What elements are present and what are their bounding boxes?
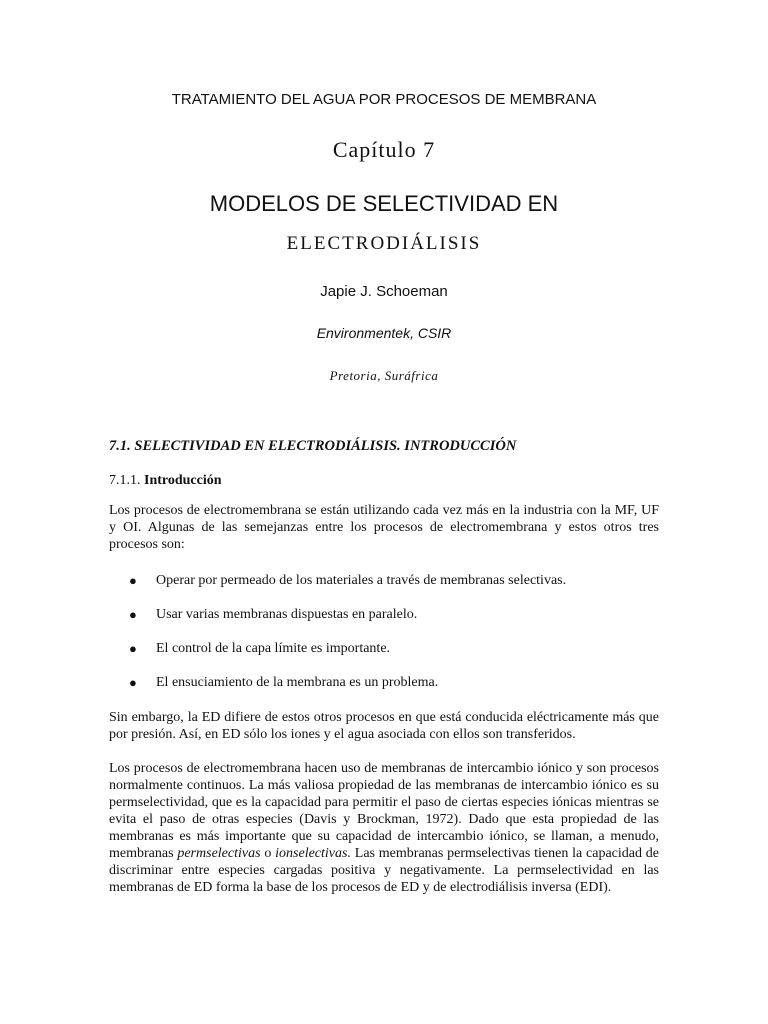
list-item-text: El control de la capa límite es importante.: [156, 641, 391, 656]
subsection-title: Introducción: [144, 473, 222, 488]
list-item-text: Usar varias membranas dispuestas en paralelo.: [156, 607, 418, 622]
list-item-text: Operar por permeado de los materiales a través de membranas selectivas.: [156, 573, 567, 588]
section-heading: 7.1. SELECTIVIDAD EN ELECTRODIÁLISIS. INTRODUCCIÓN: [109, 438, 517, 454]
emphasis-term: permselectivas: [177, 846, 261, 861]
paragraph-text: Los procesos de electromembrana hacen uso de membranas de intercambio iónico y son procesos normalmente continuos. La más valiosa propiedad de las membranas de intercambio iónico es su permselectividad, que es la capacidad para permitir el paso de ciertas especies iónicas mientras se evita el paso de otras especies (Davis y Brockman, 1972). Dado que esta propiedad de las membranas es más importante que su capacidad de intercambio iónico, se llaman, a menudo, membranas: [109, 761, 659, 861]
chapter-title-line2: ELECTRODIÁLISIS: [286, 233, 482, 254]
chapter-label: Capítulo 7: [332, 137, 436, 162]
bullet-icon: ●: [129, 607, 137, 622]
bullet-icon: ●: [129, 641, 137, 656]
paragraph: [109, 760, 659, 896]
paragraph-text: o: [260, 846, 276, 861]
series-title: TRATAMIENTO DEL AGUA POR PROCESOS DE MEMBRANA: [171, 91, 597, 108]
emphasis-term: ionselectivas.: [275, 846, 351, 861]
author-name: Japie J. Schoeman: [320, 283, 448, 300]
paragraph: Sin embargo, la ED difiere de estos otros procesos en que está conducida eléctricamente más que por presión. Así, en ED sólo los iones y el agua asociada con ellos son transferidos.: [109, 710, 659, 742]
paragraph: Los procesos de electromembrana se están utilizando cada vez más en la industria con la MF, UF y OI. Algunas de las semejanzas entre los procesos de electromembrana y estos otros tres procesos son:: [109, 503, 659, 552]
author-affiliation: Environmentek, CSIR: [316, 325, 452, 341]
list-item: [109, 640, 669, 674]
subsection-heading: [109, 472, 659, 489]
list-item-text: El ensuciamiento de la membrana es un problema.: [156, 675, 439, 690]
list-item: [109, 606, 669, 640]
bullet-icon: ●: [129, 675, 137, 690]
bullet-list: [109, 572, 669, 708]
list-item: [109, 674, 669, 708]
paragraph-text: Las membranas permselectivas tienen la capacidad de discriminar entre especies cargadas positiva y negativamente. La permselectividad en las membranas de ED forma la base de los procesos de ED y de electrodiálisis inversa (EDI).: [109, 846, 660, 895]
chapter-title-line1: MODELOS DE SELECTIVIDAD EN: [209, 191, 559, 216]
list-item: [109, 572, 669, 606]
bullet-icon: ●: [129, 573, 137, 588]
author-location: Pretoria, Suráfrica: [329, 368, 439, 383]
subsection-number: 7.1.1.: [109, 473, 141, 488]
